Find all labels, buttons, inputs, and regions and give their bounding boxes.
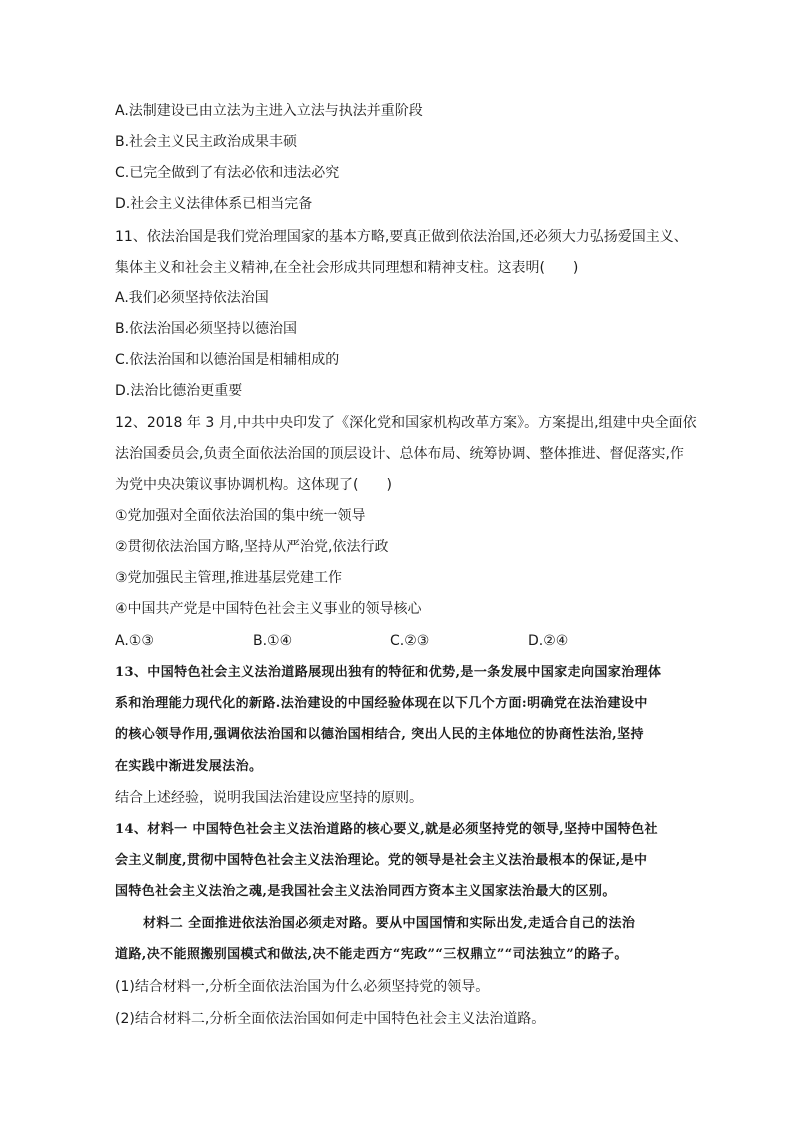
q11-option-b: B.依法治国必须坚持以德治国 (115, 321, 298, 337)
q12-stem-line2: 法治国委员会,负责全面依法治国的顶层设计、总体布局、统筹协调、整体推进、督促落实,作 (115, 446, 684, 462)
q14-material1-line2: 会主义制度,贯彻中国特色社会主义法治理论。党的领导是社会主义法治最根本的保证,是中 (115, 853, 648, 868)
q13-stem-line4: 在实践中渐进发展法治。 (115, 759, 263, 774)
q12-statement-4: ④中国共产党是中国特色社会主义事业的领导核心 (115, 601, 422, 617)
q12-stem-line1: 12、2018 年 3 月,中共中央印发了《深化党和国家机构改革方案》。方案提出,组建中央全面依 (115, 415, 697, 431)
q11-stem-line2: 集体主义和社会主义精神,在全社会形成共同理想和精神支柱。这表明( ) (115, 260, 579, 276)
q11-option-c: C.依法治国和以德治国是相辅相成的 (115, 352, 340, 368)
q14-subquestion-2: (2)结合材料二,分析全面依法治国如何走中国特色社会主义法治道路。 (115, 1011, 546, 1027)
q13-stem-line1: 13、中国特色社会主义法治道路展现出独有的特征和优势,是一条发展中国家走向国家治理体 (115, 665, 662, 680)
q12-option-d: D.②④ (528, 633, 569, 649)
q12-option-c: C.②③ (390, 633, 430, 649)
q12-statement-3: ③党加强民主管理,推进基层党建工作 (115, 570, 343, 586)
q12-option-b: B.①④ (253, 633, 293, 649)
q10-option-c: C.已完全做到了有法必依和违法必究 (115, 165, 340, 181)
q11-stem-line1: 11、依法治国是我们党治理国家的基本方略,要真正做到依法治国,还必须大力弘扬爱国主义、 (115, 229, 688, 245)
q13-stem-line2: 系和治理能力现代化的新路.法治建设的中国经验体现在以下几个方面:明确党在法治建设中 (115, 696, 648, 711)
q12-options-row (115, 631, 595, 651)
q10-option-a: A.法制建设已由立法为主进入立法与执法并重阶段 (115, 103, 423, 119)
q14-material1-line1: 14、材料一 中国特色社会主义法治道路的核心要义,就是必须坚持党的领导,坚持中国特色社 (115, 822, 658, 837)
q13-stem-line3: 的核心领导作用,强调依法治国和以德治国相结合, 突出人民的主体地位的协商性法治,坚持 (115, 727, 644, 742)
q13-prompt: 结合上述经验，说明我国法治建设应坚持的原则。 (115, 790, 423, 806)
q12-option-a: A.①③ (115, 633, 154, 649)
q10-option-b: B.社会主义民主政治成果丰硕 (115, 134, 298, 150)
q10-option-d: D.社会主义法律体系已相当完备 (115, 196, 313, 212)
q11-option-a: A.我们必须坚持依法治国 (115, 290, 269, 306)
q14-material1-line3: 国特色社会主义法治之魂,是我国社会主义法治同西方资本主义国家法治最大的区别。 (115, 884, 616, 899)
q14-subquestion-1: (1)结合材料一,分析全面依法治国为什么必须坚持党的领导。 (115, 979, 490, 995)
q12-statement-1: ①党加强对全面依法治国的集中统一领导 (115, 508, 366, 524)
q12-statement-2: ②贯彻依法治国方略,坚持从严治党,依法行政 (115, 539, 389, 555)
q12-stem-line3: 为党中央决策议事协调机构。这体现了( ) (115, 477, 392, 493)
q14-material2-line1: 材料二 全面推进依法治国必须走对路。要从中国国情和实际出发,走适合自己的法治 (143, 916, 636, 931)
q11-option-d: D.法治比德治更重要 (115, 383, 243, 399)
q14-material2-line2: 道路,决不能照搬别国模式和做法,决不能走西方“宪政”“三权鼎立”“司法独立”的路子。 (115, 947, 628, 962)
